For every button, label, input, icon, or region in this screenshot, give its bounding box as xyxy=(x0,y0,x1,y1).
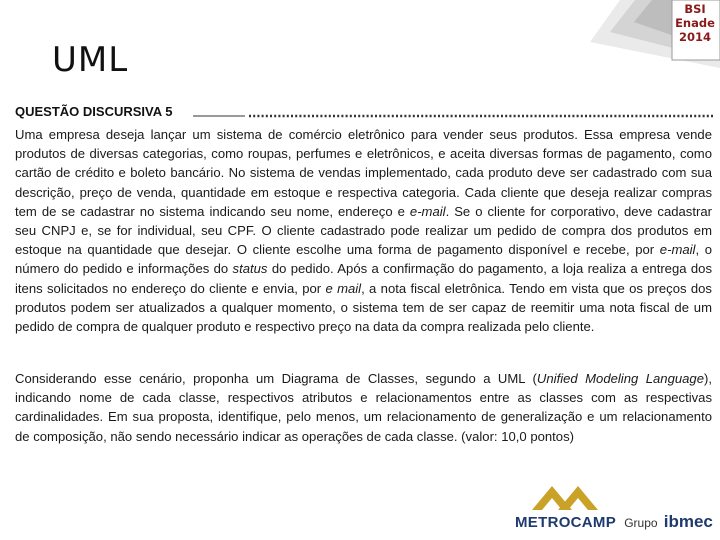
enade-badge xyxy=(672,2,718,44)
scenario-italic-3: status xyxy=(232,261,268,277)
scenario-italic-1: e-mail xyxy=(409,203,446,219)
question-header: QUESTÃO DISCURSIVA 5 xyxy=(15,104,173,119)
logo-group: Grupo xyxy=(624,516,658,530)
task-text-2: ), indicando nome de cada classe, respectivos atributos e relacionamentos entre as classes com as respectivas cardinalidades. Em sua proposta, identifique, pelo menos, um relacionamento de generalização e um relacionamento de composição, não sendo necessário indicar as operações de cada classe. (valor: 10,0 pontos) xyxy=(15,371,712,444)
badge-line-3: 2014 xyxy=(678,30,711,44)
brand-logo xyxy=(515,512,713,532)
logo-brand: METROCAMP xyxy=(515,514,617,531)
scenario-text-2: . Se o cliente for corporativo, deve cadastrar seu CNPJ e, se for individual, seu CPF. O cliente cadastrado pode realizar um pedido de compra dos produtos em estoque na quantidade que desejar. O cliente escolhe uma forma de pagamento disponível e recebe, por xyxy=(15,203,712,258)
header-rule xyxy=(193,114,713,118)
scenario-text-4: do pedido. Após a confirmação do pagamento, a loja realiza a entrega dos itens solicitados no endereço do cliente e envia, por xyxy=(15,261,712,296)
badge-line-1: BSI xyxy=(684,2,706,16)
task-italic-1: Unified Modeling Language xyxy=(536,371,704,386)
task-paragraph xyxy=(15,369,712,446)
scenario-text-1: Uma empresa deseja lançar um sistema de comércio eletrônico para vender seus produtos. Essa empresa vende produtos de diversas categorias, como roupas, perfumes e eletrônicos, e aceita diversas formas de pagamento, como cartão de crédito e boleto bancário. No sistema de vendas implementado, cada produto deve ser cadastrado com sua descrição, preço de venda, quantidade em estoque e respectiva categoria. Cada cliente que deseja realizar compras tem de se cadastrar no sistema indicando seu nome, endereço e xyxy=(15,127,712,219)
slide-title: UML xyxy=(52,40,129,80)
scenario-italic-4: e mail xyxy=(325,280,362,296)
scenario-text-3: , o número do pedido e informações do xyxy=(15,242,713,277)
badge-line-2: Enade xyxy=(675,16,715,30)
scenario-italic-2: e-mail xyxy=(659,242,696,258)
task-text-1: Considerando esse cenário, proponha um Diagrama de Classes, segundo a UML ( xyxy=(15,371,537,386)
scenario-paragraph xyxy=(15,125,712,336)
logo-parent: ibmec xyxy=(663,512,713,531)
scenario-text-5: , a nota fiscal eletrônica. Tendo em vista que os preços dos produtos podem ser atualizados a qualquer momento, o sistema tem de ser capaz de reemitir uma nota fiscal de um pedido de compra de qualquer produto e respectivo preço na data da compra realizada pelo cliente. xyxy=(15,280,712,335)
